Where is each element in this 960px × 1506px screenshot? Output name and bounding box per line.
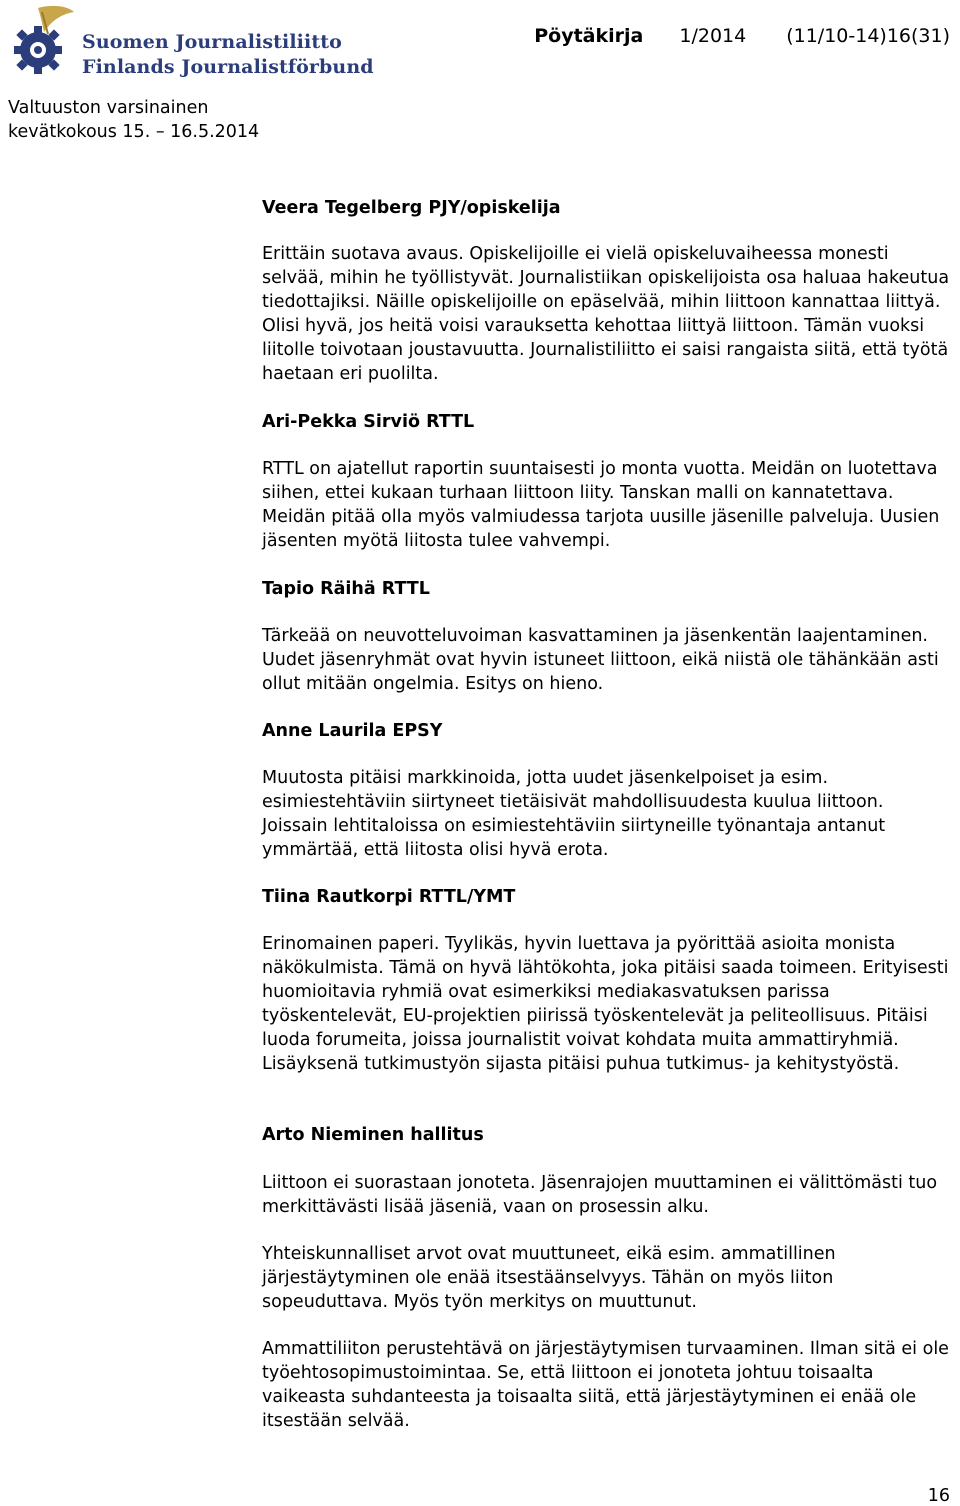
meeting-line-1: Valtuuston varsinainen [8,98,209,118]
section-tiina [262,885,952,909]
meeting-title [8,96,259,144]
speaker-comment: Liittoon ei suorastaan jonoteta. Jäsenrajojen muuttaminen ei välittömästi tuo merkittävästi lisää jäseniä, vaan on prosessin alku. [262,1173,938,1217]
section-tiina-body [262,932,952,1076]
section-arto [262,1123,952,1147]
speaker-comment: Erinomainen paperi. Tyylikäs, hyvin luettava ja pyörittää asioita monista näkökulmista. Tämä on hyvä lähtökohta, joka pitäisi saada toimeen. Erityisesti huomioitavia ryhmiä ovat esimerkiksi mediakasvatuksen parissa työskentelevät, EU-projektien piirissä työskentelevät ja peliteollisuus. Pitäisi luoda forumeita, joissa journalistit voivat kohdata muita ammattiryhmiä. Lisäyksenä tutkimustyön sijasta pitäisi puhua tutkimus- ja kehitystyöstä. [262,934,949,1074]
page-number: 16 [927,1486,950,1506]
speaker-name: Ari-Pekka Sirviö RTTL [262,412,475,432]
speaker-comment: Tärkeää on neuvotteluvoiman kasvattaminen ja jäsenkentän laajentaminen. Uudet jäsenryhmät ovat hyvin istuneet liittoon, eikä niistä ole tähänkään asti ollut mitään ongelmia. Esitys on hieno. [262,626,939,694]
speaker-name: Tiina Rautkorpi RTTL/YMT [262,887,516,907]
section-arto-body-2 [262,1242,952,1314]
org-name-finnish: Suomen Journalistiliitto [82,31,342,53]
document-number: 1/2014 [679,25,747,47]
section-ari-pekka-body [262,457,952,553]
document-reference: (11/10-14)16(31) [786,25,950,47]
org-name-swedish: Finlands Journalistförbund [82,56,374,78]
section-arto-body-3 [262,1337,952,1433]
speaker-comment: Yhteiskunnalliset arvot ovat muuttuneet, eikä esim. ammatillinen järjestäytyminen ole enää itsestäänselvyys. Tähän on myös liiton sopeuduttava. Myös työn merkitys on muuttunut. [262,1244,836,1312]
section-veera [262,196,952,220]
document-type: Pöytäkirja [534,25,644,47]
section-ari-pekka [262,410,952,434]
speaker-comment: Muutosta pitäisi markkinoida, jotta uudet jäsenkelpoiset ja esim. esimiestehtäviin siirtyneet tietäisivät mahdollisuudesta kuulua liittoon. Joissain lehtitaloissa on esimiestehtäviin siirtyneille työnantaja antanut ymmärtää, että liitosta olisi hyvä erota. [262,768,886,860]
section-anne-body [262,766,952,862]
organization-name [82,30,374,80]
speaker-name: Anne Laurila EPSY [262,721,443,741]
section-anne [262,719,952,743]
speaker-comment: Ammattiliiton perustehtävä on järjestäytymisen turvaaminen. Ilman sitä ei ole työehtosopimustoimintaa. Se, että liittoon ei jonoteta johtuu toisaalta vaikeasta suhdanteesta ja toisaalta siitä, että järjestäytyminen ei enää ole itsestään selvää. [262,1339,949,1431]
meeting-line-2: kevätkokous 15. – 16.5.2014 [8,122,260,142]
speaker-name: Tapio Räihä RTTL [262,579,430,599]
speaker-comment: RTTL on ajatellut raportin suuntaisesti jo monta vuotta. Meidän on luotettava siihen, ettei kukaan turhaan liittoon liity. Tanskan malli on kannatettava. Meidän pitää olla myös valmiudessa tarjota uusille jäsenille palveluja. Uusien jäsenten myötä liitosta tulee vahvempi. [262,459,940,551]
speaker-name: Veera Tegelberg PJY/opiskelija [262,198,561,218]
speaker-comment: Erittäin suotava avaus. Opiskelijoille ei vielä opiskeluvaiheessa monesti selvää, mihin he työllistyvät. Journalistiikan opiskelijoista osa haluaa hakeutua tiedottajiksi. Näille opiskelijoille on epäselvää, mihin liittoon kannattaa liittyä. Olisi hyvä, jos heitä voisi varauksetta kehottaa liittyä liittoon. Tämän vuoksi liitolle toivotaan joustavuutta. Journalistiliitto ei saisi rangaista siitä, että työtä haetaan eri puolilta. [262,244,950,384]
section-arto-body-1 [262,1171,952,1219]
union-logo [8,4,78,84]
section-tapio-body [262,624,952,696]
speaker-name: Arto Nieminen hallitus [262,1125,484,1145]
document-meta [534,25,950,47]
section-tapio [262,577,952,601]
section-veera-body [262,242,952,386]
